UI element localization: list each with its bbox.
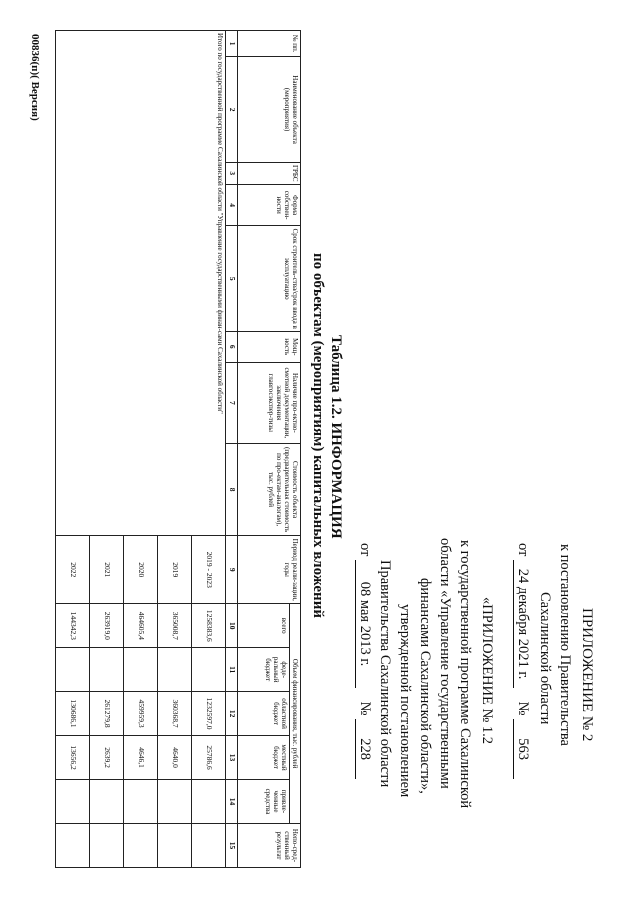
attracted-cell [90, 780, 124, 824]
column-number: 14 [226, 780, 238, 824]
appendix-12-line1: к государственной программе Сахалинской [457, 540, 473, 809]
column-number: 15 [226, 823, 238, 867]
header-capacity: Мощ-ность [237, 331, 300, 362]
attracted-cell [56, 780, 90, 824]
column-number: 5 [226, 226, 238, 331]
attracted-cell [124, 780, 158, 824]
local-cell: 4640,0 [158, 736, 192, 780]
number-label: № [357, 701, 373, 716]
column-number: 9 [226, 536, 238, 604]
header-construction-term: Срок строитель-ства/срок ввода в эксплуатацию [237, 226, 300, 331]
attracted-cell [192, 780, 226, 824]
total-cell: 365008,7 [158, 604, 192, 648]
federal-cell [124, 648, 158, 692]
regional-cell: 459959,3 [124, 692, 158, 736]
column-number: 11 [226, 648, 238, 692]
header-number: № пп. [237, 31, 300, 57]
appendix-12-date: 08 мая 2013 г. [355, 560, 373, 688]
from-label: от [515, 543, 531, 557]
table-subtitle: по объектам (мероприятиям) капитальных вложений [310, 253, 326, 618]
appendix-12-line4: утвержденной постановлением [397, 604, 413, 798]
period-cell: 2020 [124, 536, 158, 604]
column-number: 10 [226, 604, 238, 648]
federal-cell [192, 648, 226, 692]
column-number: 2 [226, 57, 238, 162]
header-direct-result: Непо-сред-ственный результат [237, 823, 300, 867]
header-grbs: ГРБС [237, 162, 300, 184]
column-number: 1 [226, 31, 238, 57]
total-cell: 144342,3 [56, 604, 90, 648]
regional-cell: 130686,1 [56, 692, 90, 736]
appendix-12-line2: области «Управление государственными [437, 538, 453, 789]
regional-cell: 1232597,0 [192, 692, 226, 736]
appendix-2-date: 24 декабря 2021 г. [513, 560, 531, 688]
total-cell: 263919,0 [90, 604, 124, 648]
header-ownership: Форма собствен-ности [237, 184, 300, 226]
local-cell: 25786,6 [192, 736, 226, 780]
result-cell [124, 823, 158, 867]
header-attracted-funds: привле-ченные средства [237, 780, 289, 824]
total-cell: 464605,4 [124, 604, 158, 648]
column-number: 8 [226, 443, 238, 535]
period-cell: 2022 [56, 536, 90, 604]
from-label: от [357, 543, 373, 557]
appendix-2-title: ПРИЛОЖЕНИЕ № 2 [579, 608, 595, 742]
header-design-documentation: Наличие про-ектно-сметной документации, заключения главгосэкспер-тизы [237, 362, 300, 443]
appendix-12-line5: Правительства Сахалинской области [377, 560, 393, 788]
federal-cell [90, 648, 124, 692]
summary-label: Итого по государственной программе Сахалинской области "Управление государственными финан-сами Сахалинской области" [56, 31, 226, 536]
document-footer-code: 00836(п)( Версия) [29, 34, 41, 121]
header-federal-budget: феде-ральный бюджет [237, 648, 289, 692]
result-cell [158, 823, 192, 867]
appendix-2-ref [513, 543, 531, 779]
federal-cell [158, 648, 192, 692]
column-number: 6 [226, 331, 238, 362]
table-row [192, 31, 226, 868]
local-cell: 2639,2 [90, 736, 124, 780]
header-regional-budget: областной бюджет [237, 692, 289, 736]
period-cell: 2019 [158, 536, 192, 604]
number-label: № [515, 701, 531, 716]
period-cell: 2021 [90, 536, 124, 604]
appendix-2-line2: Сахалинской области [537, 592, 553, 725]
regional-cell: 261279,8 [90, 692, 124, 736]
column-number: 12 [226, 692, 238, 736]
result-cell [192, 823, 226, 867]
column-number: 7 [226, 362, 238, 443]
federal-cell [56, 648, 90, 692]
header-period: Период реали-зации, годы [237, 536, 300, 604]
total-cell: 1258383,6 [192, 604, 226, 648]
header-local-budget: местный бюджет [237, 736, 289, 780]
regional-cell: 360368,7 [158, 692, 192, 736]
appendix-12-title: «ПРИЛОЖЕНИЕ № 1.2 [479, 597, 495, 745]
table-title: Таблица 1.2. ИНФОРМАЦИЯ [328, 335, 344, 539]
header-total: всего [237, 604, 289, 648]
header-object-name: Наименование объекта (мероприятия) [237, 57, 300, 162]
appendix-2-line1: к постановлению Правительства [557, 544, 573, 746]
attracted-cell [158, 780, 192, 824]
appendix-12-ref [355, 543, 373, 779]
header-financing-group: Объем финансирования, тыс. рублей [289, 604, 300, 824]
column-number: 13 [226, 736, 238, 780]
appendix-2-number: 563 [513, 719, 531, 779]
result-cell [56, 823, 90, 867]
capital-investment-table [55, 30, 301, 868]
appendix-12-line3: финансами Сахалинской области», [417, 578, 433, 794]
column-number: 4 [226, 184, 238, 226]
period-cell: 2019 - 2023 [192, 536, 226, 604]
column-number: 3 [226, 162, 238, 184]
local-cell: 13656,2 [56, 736, 90, 780]
column-number-row [226, 31, 238, 868]
result-cell [90, 823, 124, 867]
appendix-12-number: 228 [355, 719, 373, 779]
table-header-row [289, 31, 300, 868]
header-object-cost: Стоимость объекта (предварительная стоимость по про-ектам-аналогам), тыс. рублей [237, 443, 300, 535]
local-cell: 4646,1 [124, 736, 158, 780]
